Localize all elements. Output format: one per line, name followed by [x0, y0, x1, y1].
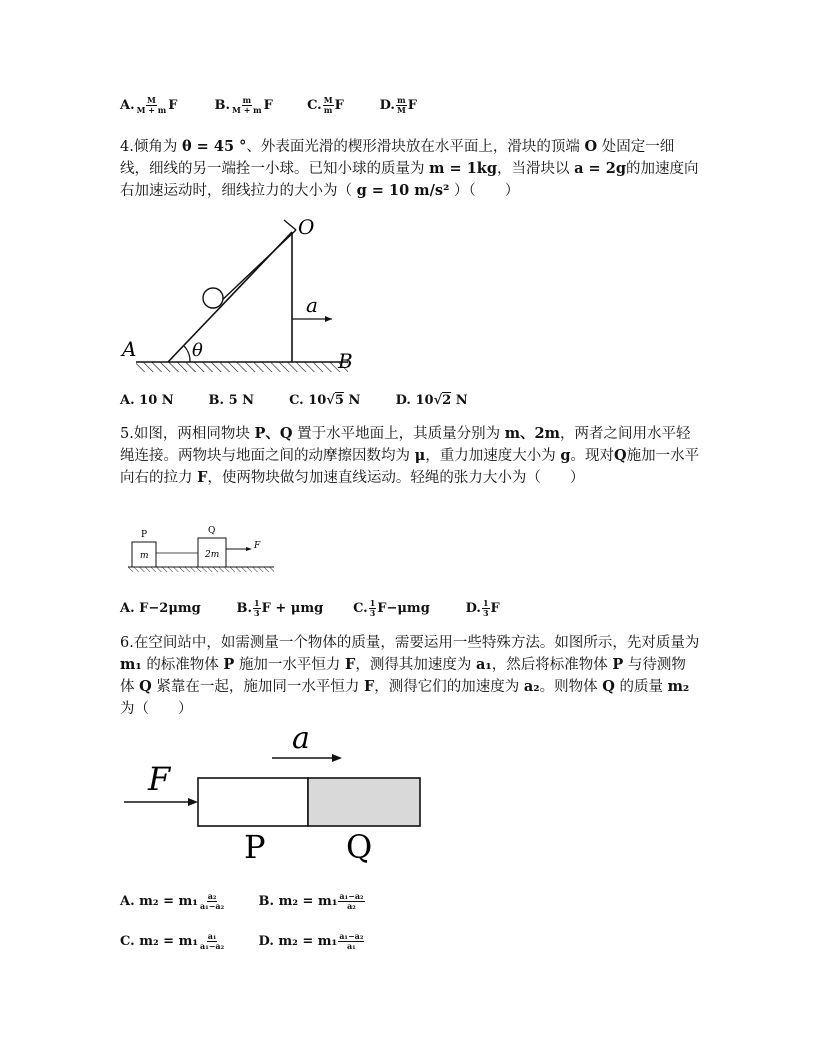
q4-stem: 4.倾角为 θ = 45 °、外表面光滑的楔形滑块放在水平面上，滑块的顶端 O 处固定一细线，细线的另一端拴一小球。已知小球的质量为 m = 1kg，当滑块以 a = 2g的加速度向右加速运动时，细线拉力的大小为（ g = 10 m/s² ）（ ）: [120, 138, 699, 199]
force-arrowhead: [246, 547, 252, 551]
label-F: F: [254, 541, 261, 551]
ground-hatch-2: [128, 567, 274, 572]
label-a: a: [292, 724, 310, 756]
q5-blocks-figure: [126, 520, 276, 576]
q6-option-a[interactable]: A. m₂ = m₁ $\frac{\text{a₂}}{\text{a₁−a₂}}$: [120, 891, 225, 911]
string-line-2: [284, 220, 296, 230]
theta-arc: [184, 346, 190, 362]
ball: [203, 288, 223, 308]
force-arrowhead: [188, 798, 198, 806]
accel-arrowhead: [325, 316, 332, 322]
q6-option-d[interactable]: D. m₂ = m₁ $\frac{\text{a₁−a₂}}{\text{a₁}}$: [258, 931, 364, 951]
q5-option-a[interactable]: A. F−2μmg: [120, 601, 201, 616]
label-F: F: [148, 760, 171, 798]
q6-stem: 6.在空间站中，如需测量一个物体的质量，需要运用一些特殊方法。如图所示，先对质量为 m₁ 的标准物体 P 施加一水平恒力 F，测得其加速度为 a₁，然后将标准物体 P 与待测物体 Q 紧靠在一起，施加同一水平恒力 F，测得它们的加速度为 a₂。则物体 Q 的质量 m₂ 为（ ）: [120, 635, 700, 717]
q4-options: [120, 393, 540, 408]
q5-options: [120, 599, 560, 618]
q5-option-c[interactable]: C. $\frac{1}{3}$ F−μmg: [353, 598, 430, 618]
label-P: P: [141, 530, 148, 540]
q6-options-row1: [120, 892, 540, 911]
label-Q: Q: [346, 828, 373, 866]
q3-option-d[interactable]: D. $\frac{m}{M}$ F: [379, 95, 418, 115]
q4-option-c[interactable]: C. 10√5 N: [289, 393, 361, 408]
q3-option-a[interactable]: A. $\frac{M}{M + m}$ F: [120, 95, 178, 115]
q6-option-b[interactable]: B. m₂ = m₁ $\frac{\text{a₁−a₂}}{\text{a₂}}$: [258, 891, 364, 911]
q5-option-b[interactable]: B. $\frac{1}{3}$ F + μmg: [236, 598, 324, 618]
ground-hatch: [136, 362, 348, 372]
q6-blocks-figure: [120, 724, 440, 869]
q3-option-b[interactable]: B. $\frac{m}{M + m}$ F: [214, 95, 273, 115]
label-P: P: [244, 828, 266, 866]
q5-stem: 5.如图，两相同物块 P、Q 置于水平地面上，其质量分别为 m、2m，两者之间用水平轻绳连接。两物块与地面之间的动摩擦因数均为 μ，重力加速度大小为 g。现对Q施加一水平向右的拉力 F，使两物块做匀加速直线运动。轻绳的张力大小为（ ）: [120, 425, 700, 486]
label-2m: 2m: [205, 550, 220, 560]
label-m: m: [140, 551, 149, 561]
q4-option-b[interactable]: B. 5 N: [208, 393, 255, 408]
sqrt-icon: √: [326, 393, 335, 408]
label-O: O: [298, 215, 315, 239]
block-p: [198, 778, 308, 826]
sqrt-icon: √: [433, 393, 443, 408]
q6-option-c[interactable]: C. m₂ = m₁ $\frac{\text{a₁}}{\text{a₁−a₂}}$: [120, 931, 225, 951]
q3-option-c[interactable]: C. $\frac{M}{m}$ F: [307, 95, 344, 115]
label-B: B: [338, 349, 353, 373]
string-line: [218, 230, 296, 304]
q5-option-d[interactable]: D. $\frac{1}{3}$ F: [465, 598, 500, 618]
q4-option-d[interactable]: D. 10√2 N: [395, 393, 468, 408]
accel-arrowhead: [332, 754, 342, 762]
block-q: [308, 778, 420, 826]
q4-wedge-figure: [120, 212, 370, 382]
label-theta: θ: [192, 340, 203, 361]
label-A: A: [122, 337, 137, 361]
q3-options: [120, 96, 540, 115]
label-Q: Q: [208, 526, 216, 536]
q6-options-row2: [120, 932, 540, 951]
q4-option-a[interactable]: A. 10 N: [120, 393, 174, 408]
label-a: a: [306, 293, 318, 317]
